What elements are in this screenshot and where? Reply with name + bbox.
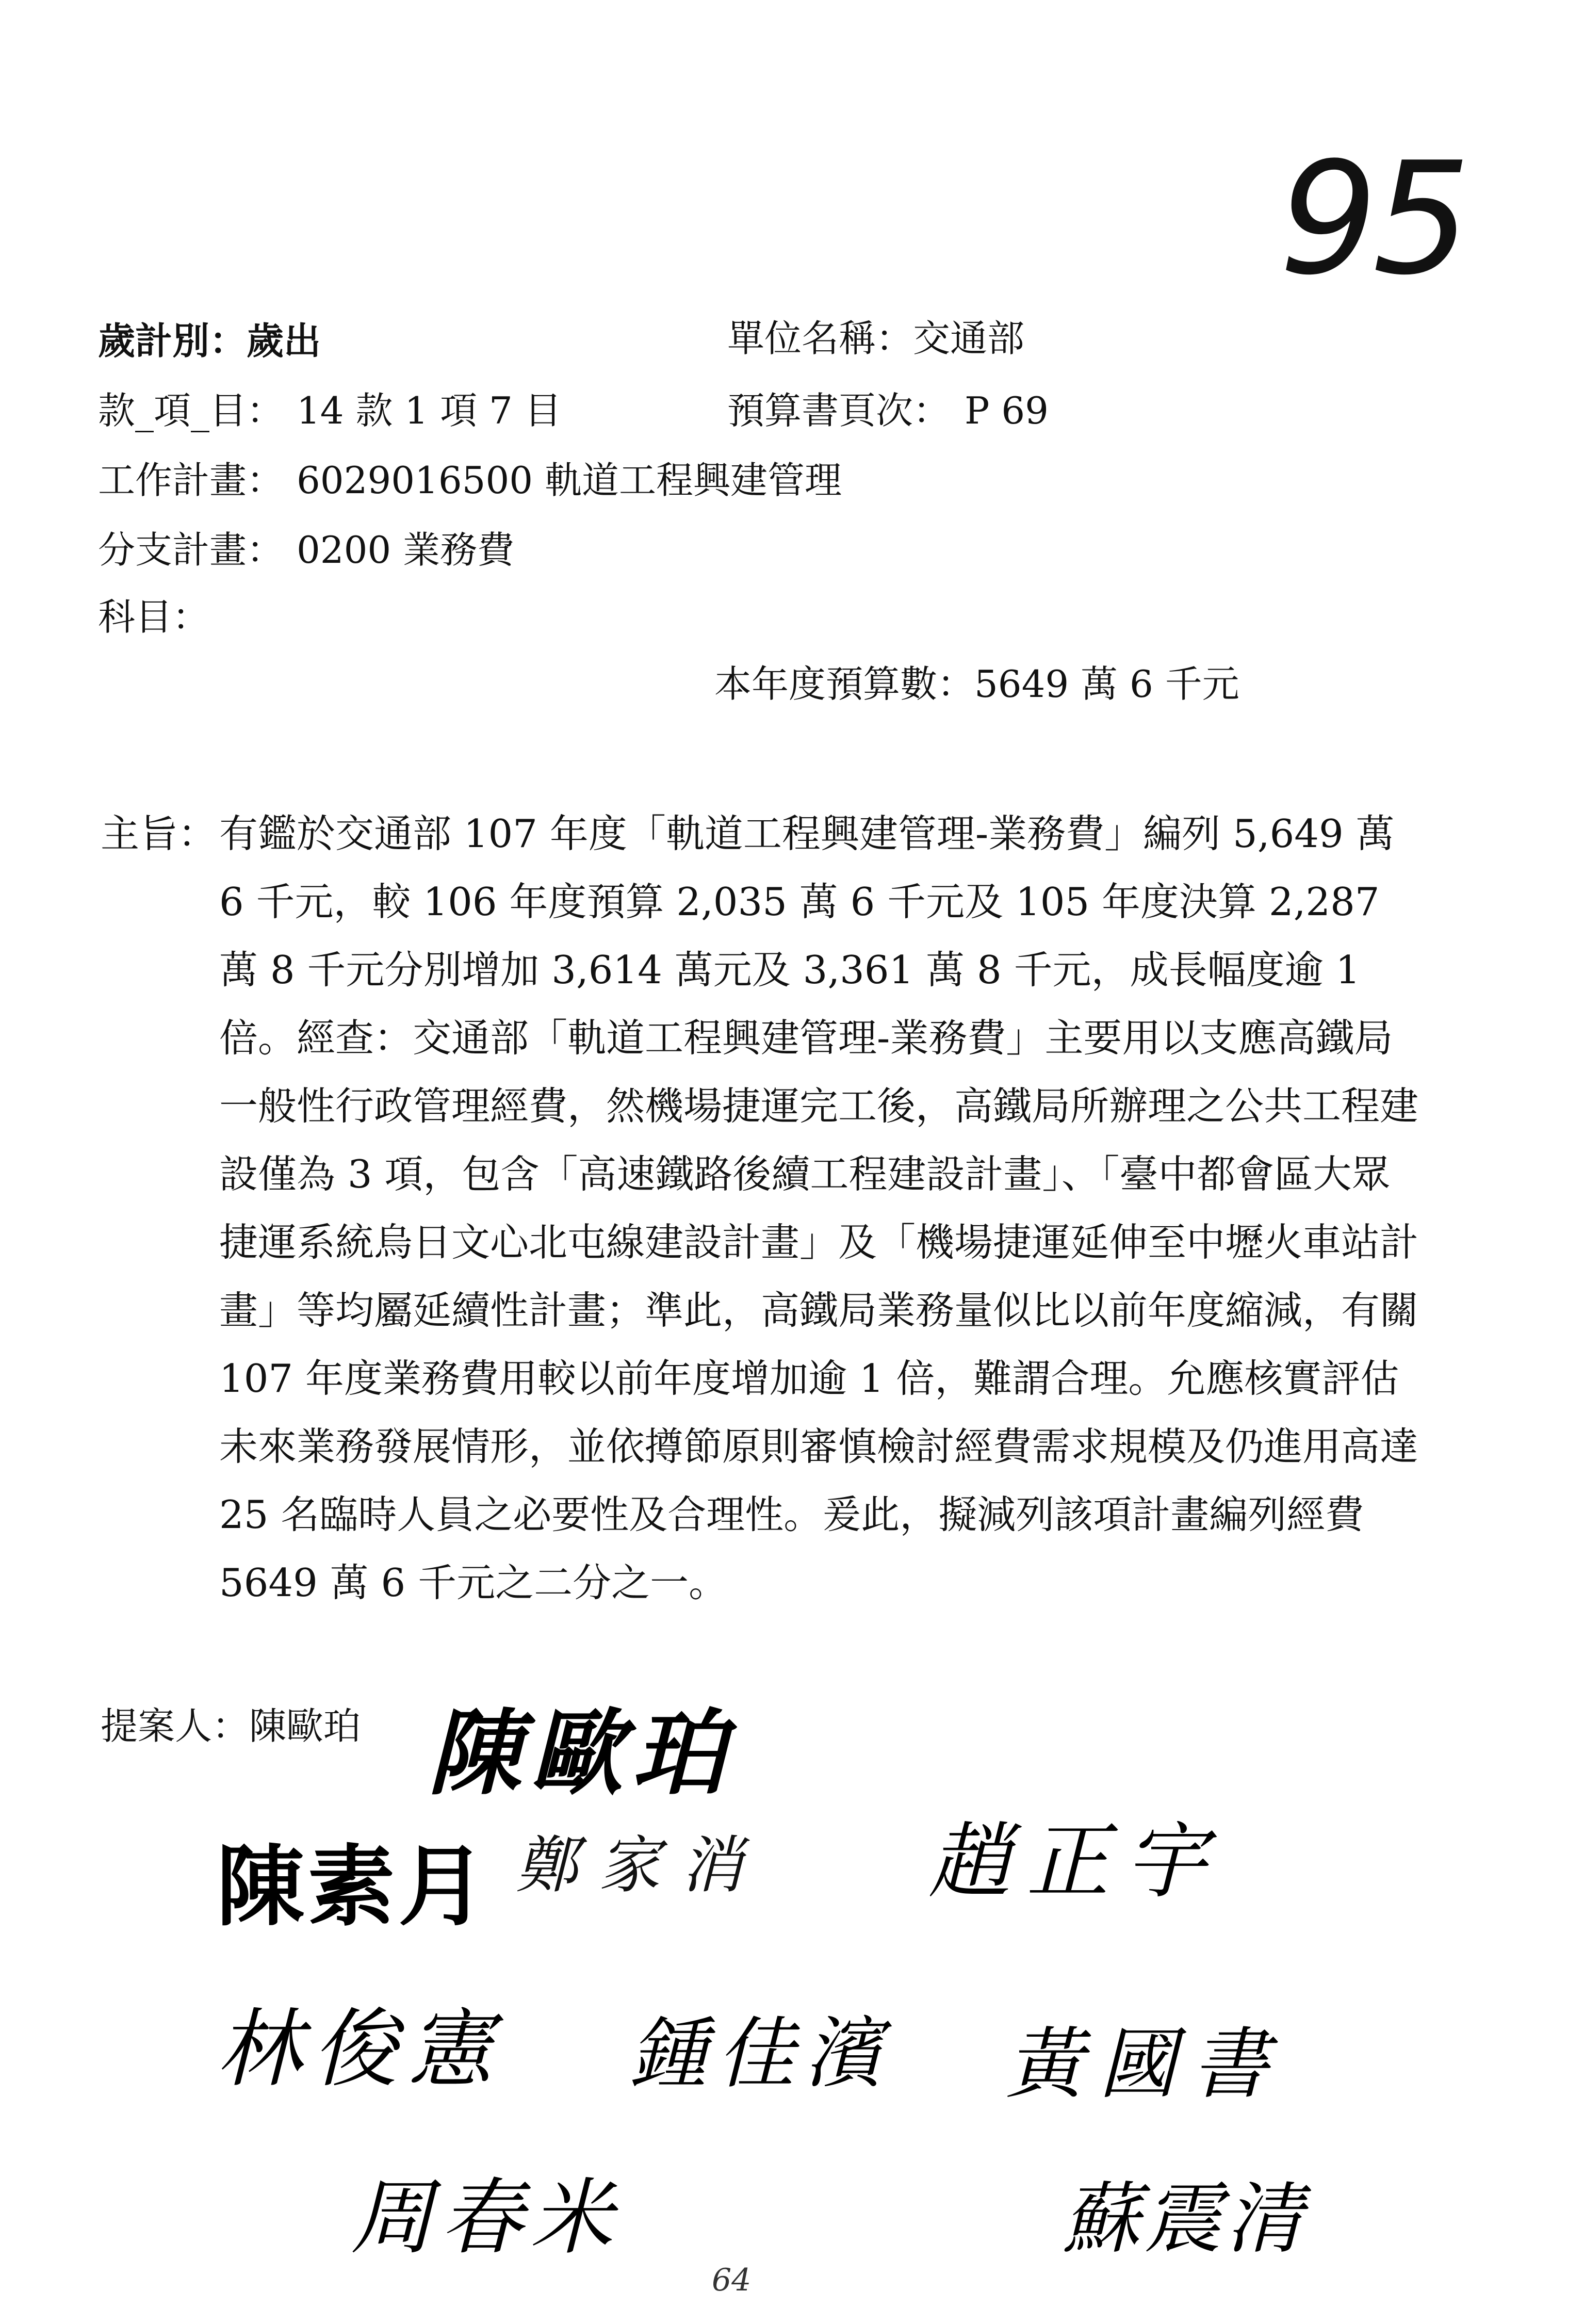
- footer-number: 64: [712, 2262, 752, 2298]
- signature-2: 陳素月: [217, 1836, 489, 1938]
- annual-budget: 本年度預算數：5649 萬 6 千元: [714, 662, 1239, 706]
- category-label: 歲計別：歲出: [98, 319, 321, 363]
- budget-page-label: 預算書頁次：: [727, 389, 951, 432]
- proposer-label: 提案人：陳歐珀: [101, 1704, 361, 1748]
- plan-value: 6029016500 軌道工程興建管理: [297, 459, 842, 502]
- plan-label: 工作計畫：: [98, 459, 284, 502]
- subject-block: [101, 800, 1421, 1617]
- subject-account-label: 科目：: [98, 595, 210, 639]
- signature-3: 鄭家消: [516, 1830, 763, 1902]
- section-value: 14 款 1 項 7 目: [297, 389, 562, 432]
- signature-7: 黃國書: [1006, 2020, 1285, 2109]
- branch-label: 分支計畫：: [98, 528, 284, 572]
- signature-5: 林俊憲: [217, 2000, 503, 2099]
- page-number: 95: [1279, 129, 1466, 309]
- budget-page-value: P 69: [965, 389, 1049, 432]
- subject-label: 主旨：: [101, 811, 217, 856]
- section-label: 款_項_目：: [98, 389, 284, 432]
- unit-name: 單位名稱：交通部: [727, 317, 1025, 360]
- subject-text: 有鑑於交通部 107 年度「軌道工程興建管理-業務費」編列 5,649 萬 6 千元，較 106 年度預算 2,035 萬 6 千元及 105 年度決算 2,287 萬 8 千元分別增加 3,614 萬元及 3,361 萬 8 千元，成長幅度逾 1 倍。經查：交通部「軌道工程興建管理-業務費」主要用以支應高鐵局一般性行政管理經費，然機場捷運完工後，高鐵局所辦理之公共工程建設僅為 3 項，包含「高速鐵路後續工程建設計畫」、「臺中都會區大眾捷運系統烏日文心北屯線建設計畫」及「機場捷運延伸至中壢火車站計畫」等均屬延續性計畫；準此，高鐵局業務量似比以前年度縮減，有關 107 年度業務費用較以前年度增加逾 1 倍，難謂合理。允應核實評估未來業務發展情形，並依撙節原則審慎檢討經費需求規模及仍進用高達 25 名臨時人員之必要性及合理性。爰此，擬減列該項計畫編列經費 5649 萬 6 千元之二分之一。: [219, 811, 1419, 1605]
- signature-4: 趙正宇: [928, 1813, 1223, 1910]
- branch-value: 0200 業務費: [297, 528, 515, 572]
- signature-1: 陳歐珀: [428, 1700, 735, 1808]
- signature-8: 周春米: [351, 2169, 620, 2266]
- signature-6: 鍾佳濱: [629, 2009, 893, 2099]
- signature-9: 蘇震清: [1063, 2174, 1308, 2264]
